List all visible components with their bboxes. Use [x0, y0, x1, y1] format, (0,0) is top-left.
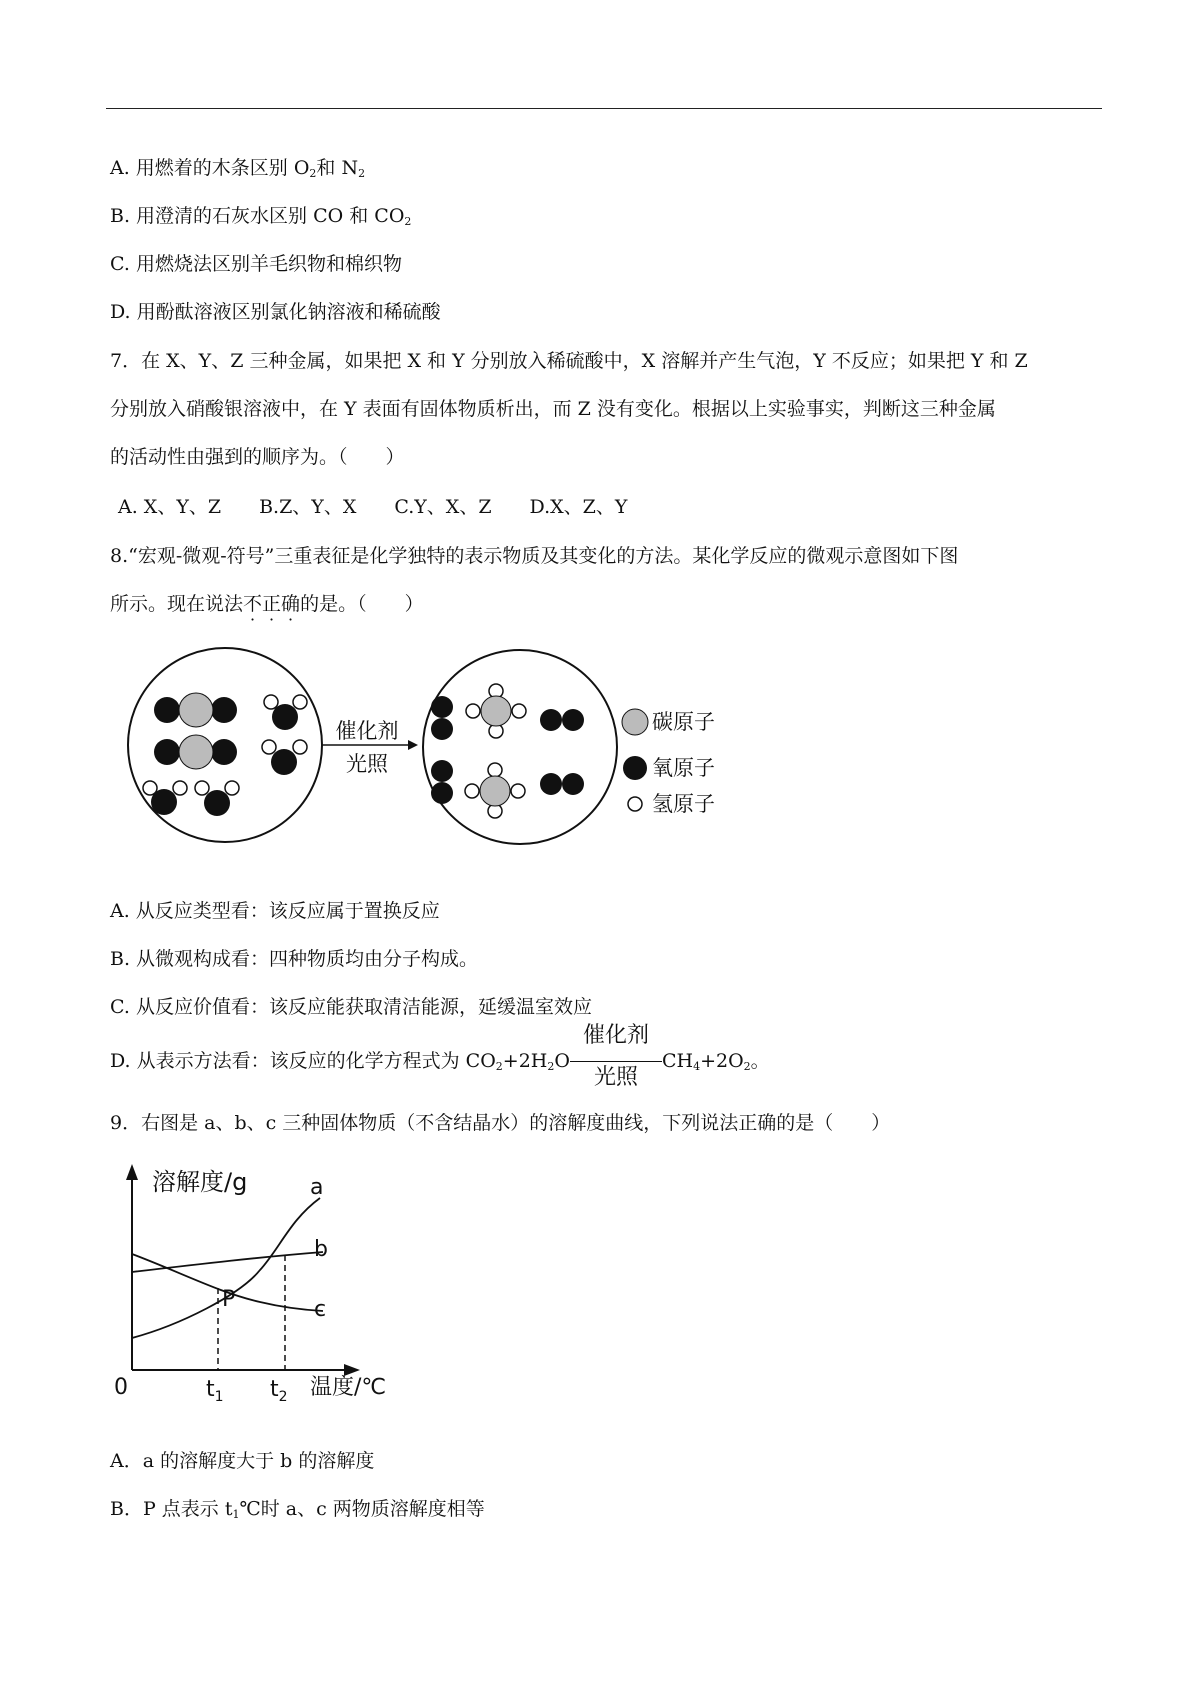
curve-a-label: a — [310, 1175, 324, 1200]
legend-hydrogen-icon — [628, 797, 642, 811]
q9-option-a: A．a 的溶解度大于 b 的溶解度 — [110, 1450, 375, 1472]
point-p-label: P — [222, 1287, 236, 1312]
q8-option-c: C. 从反应价值看：该反应能获取清洁能源，延缓温室效应 — [110, 996, 592, 1018]
q6-option-b: B. 用澄清的石灰水区别 CO 和 $CO_2$ — [110, 205, 412, 228]
ch4-molecule — [465, 763, 525, 818]
curve-c-label: c — [314, 1297, 327, 1322]
origin-label: 0 — [114, 1375, 128, 1400]
reaction-condition-equals: 催化剂 光照 — [570, 1049, 662, 1075]
q6-option-c: C. 用燃烧法区别羊毛织物和棉织物 — [110, 253, 402, 275]
t1-label: $t_1$ — [206, 1377, 224, 1405]
curve-b-label: b — [314, 1237, 328, 1262]
h2o-molecule — [143, 781, 187, 815]
q7-line-2: 分别放入硝酸银溶液中，在 Y 表面有固体物质析出，而 Z 没有变化。根据以上实验事实，判断这三种金属 — [110, 398, 996, 420]
y-axis-arrow — [126, 1164, 138, 1180]
co2-molecule — [154, 735, 237, 769]
products-circle — [423, 650, 617, 844]
q8-line-1: 8.“宏观-微观-符号”三重表征是化学独特的表示物质及其变化的方法。某化学反应的微观示意图如下图 — [110, 545, 959, 567]
ch4-molecule — [466, 684, 526, 738]
q8-option-b: B. 从微观构成看：四种物质均由分子构成。 — [110, 948, 479, 970]
header-rule — [106, 108, 1102, 109]
h2o-molecule — [195, 781, 239, 816]
q8-line-2: 所示。现在说法不正确的是。（ ） — [110, 593, 424, 615]
legend-oxygen-icon — [623, 756, 647, 780]
arrow-label-catalyst: 催化剂 — [335, 719, 399, 743]
q6-option-d: D. 用酚酞溶液区别氯化钠溶液和稀硫酸 — [110, 301, 441, 323]
co2-molecule — [154, 693, 237, 727]
q7-options: A. X、Y、Z B.Z、Y、X C.Y、X、Z D.X、Z、Y — [118, 496, 628, 518]
t2-label: $t_2$ — [270, 1377, 288, 1405]
q6-option-a: A. 用燃着的木条区别 $O_2$和 $N_2$ — [110, 157, 366, 180]
legend-hydrogen-label: 氢原子 — [652, 792, 715, 816]
o2-molecule — [540, 773, 584, 795]
x-axis-label: 温度/℃ — [310, 1375, 387, 1400]
curve-b — [132, 1252, 323, 1272]
legend-oxygen-label: 氧原子 — [652, 756, 715, 780]
q9-line-1: 9．右图是 a、b、c 三种固体物质（不含结晶水）的溶解度曲线，下列说法正确的是（ ） — [110, 1112, 891, 1134]
h2o-molecule — [262, 740, 307, 775]
q8-option-d: D. 从表示方法看：该反应的化学方程式为 $CO_2+2H_2O$ 催化剂 光照 $CH_4+2O_2$。 — [110, 1023, 770, 1090]
y-axis-label: 溶解度/g — [152, 1168, 248, 1196]
o2-molecule — [540, 709, 584, 731]
legend-carbon-icon — [622, 709, 648, 735]
q9-option-b: B．P 点表示 $t_1℃$时 a、c 两物质溶解度相等 — [110, 1498, 485, 1521]
legend-carbon-label: 碳原子 — [652, 710, 715, 734]
q8-option-a: A. 从反应类型看：该反应属于置换反应 — [110, 900, 440, 922]
o2-molecule — [431, 760, 453, 804]
arrow-head — [408, 740, 418, 750]
o2-molecule — [431, 696, 453, 740]
q7-line-3: 的活动性由强到的顺序为。（ ） — [110, 446, 405, 468]
arrow-label-light: 光照 — [346, 752, 388, 776]
q7-line-1: 7．在 X、Y、Z 三种金属，如果把 X 和 Y 分别放入稀硫酸中，X 溶解并产生气泡，Y 不反应；如果把 Y 和 Z — [110, 350, 1028, 372]
reaction-micro-diagram — [120, 645, 800, 850]
h2o-molecule — [264, 695, 307, 730]
solubility-curve-graph — [110, 1160, 410, 1410]
